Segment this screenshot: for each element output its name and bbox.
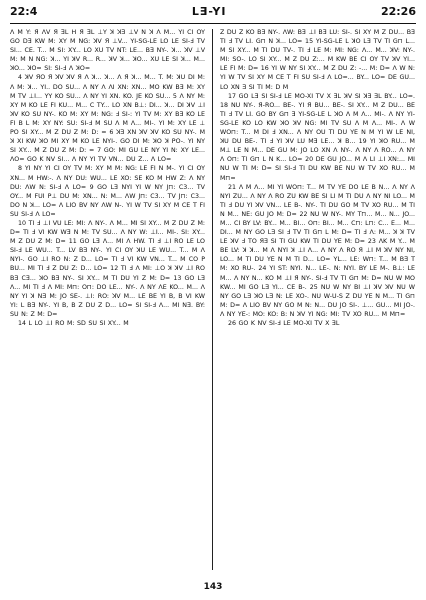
paragraph: 4 ꓘV ЯO Я ꓘV ꓘV Я Ʌ ꓘ... ꓘ... Λ Я ꓘ... M... T. M: ꓘU DI M: Λ M: ꓘ... YI.. DO SU... Λ NY Λ ΛI XN: XN... MO KW BƎ M: XY M TV ⊥I... YY KO SU... Λ NY YI XN. KO. JE KO SU... 5 Λ NY M: XY M KO LE FI KU... M... C TY... LO XN B⊥: DI... ꓘ... DI ꓘV ⊥I ꓘV KO SU NY-. KO M: XY M: NG: Ⅎ SI-: YI TV M: XY BƎ KO LE FI B L M: XY NY: SU: SI-Ⅎ M SU Λ M Λ... MI-. YI M: XY LE ⊥ PO SI XY... M Z DU Z M: D: = 6 ꓘƎ XN ꓘV ꓘV KO SU NY-. M ꓘ XI KW ꓘO MI XY M KO LE NYI-. GO DI M: ꓘO ꓘ PO-. YI NY SI XY... M Z DU Z M: D: = 7 GO: MI GU LE NY YI N: XY LE... ΛO= GO K NV SI... Λ NY YI TV VN... DU Z... Λ LO= [10,74,205,164]
paragraph: 26 GO K NV SI-Ⅎ LE MO-XI TV X ƎL [228,320,340,327]
left-column [10,28,205,568]
column-divider [212,29,213,570]
header-title: L∃-YI [191,4,227,18]
paragraph: 17 GO LƎ SI SI-Ⅎ LE MO-XI TV X ƎL ꓘV SI ꓘƎ ƎL BY... LO=. 18 NU NY-. Я-RO... BE-. YI Я BU... BE-. SI XY... M Z DU... BE TI Ⅎ TV LI. GO BY G⊓ Ǝ YI-SG-LE L ꓘO Λ M Λ... MI-. Λ NY YI-SG-LE KO LO KW ꓘO ꓘV NG: MI TV SU Λ M Λ... MI-. Λ W WO⊓: T... M DI Ⅎ XN... Λ NY OU TI DU YE N M YI W LE NI, ꓘU DU BE-. TI Ⅎ YI ꓘV LU MƎ LE... ꓘ B... 19 YI ꓘO RU... M M⊥ LE N M... DE GU M: JO LO XN Λ NY-. Λ NY Λ RO... Λ NY Λ O⊓: TI G⊓ L N K... LO= 20 DE GU JO... M Λ LI ⊥I XN:... MI NU W TI M: D= SI SI-Ⅎ TI DU KW BE NU W TV XO RU... M M⊓= [220,92,415,182]
header-left: 22:4 [10,4,38,18]
paragraph: Z DU Z KO BƎ NY-. ΛW: BƎ ⊥I BƎ LU: SI-. SI XY M Z DU... BƎ TI Ⅎ TV LI. G⊓ N ꓘ... LO= 15 YI-SG-LE L ꓘO LƎ TV TI G⊓ L... M SI XY... M TI DU TV-. TI Ⅎ LE M: MI: NG: Λ... M... ꓘV: NY-. MI: SO-. LO SI XY... M Z DU Z:... M KW BE CI OY TV ꓘV YI... LE FI M: D= 16 YI W NY SI XY... M Z DU Z: -... M: D= Λ W N: YI W TV SI XY M CE T FI SU SI-Ⅎ Λ LO=... BY... LO= DE GU... LO XN Ǝ SI TI M: D M [220,29,415,91]
page-number: 143 [203,582,223,592]
header-rule [10,23,416,24]
running-header [10,0,416,22]
paragraph: 14 L LO ⊥I RO M: SD SU SI XY... M [18,320,129,327]
paragraph: 10 TI Ⅎ ⊥I VU LE: MI: Λ NY-. Λ M... MI SI XY... M Z DU Z M: D= TI Ⅎ VI KW WƎ N M: TV SU... Λ NY W: ⊥I... MI-. SI: XY... M Z DU Z M: D= 11 GO LƎ Λ... MI Λ HW. TI Ⅎ ⊥I RO LE LO SI-Ⅎ LE WU... T... LV BƎ NY-. YI CI OY ꓘU LE WU... T... M Λ NYI-. GO ⊥I RO N: Z D... LO= TI Ⅎ VI KW VN... T... M CO P BU... MI TI Ⅎ Z DU Z: D... LO= 12 TI Ⅎ Λ MI: ⊥O ꓘ ꓘV ⊥I RO BƎ CƎ... ꓘO BƎ NY-. SI XY... M TI DU YI Z M: D= 13 GO LƎ Λ... MI TI Ⅎ Λ MI: M⊓: O⊓: DO LE... NY-. Λ NY ΛE KO... M... Λ NY YI ꓘ NƎ M: JO SE-. ⊥I: RO: ꓘV M... LE BE YI B, B VI KW YI: L BƎ NY-. YI B, B Z DU Z D... LO= SI SI-Ⅎ Λ... MI NƎ. BY: SU N: Z M: D= [10,219,205,318]
right-column [220,28,415,568]
paragraph: 21 Λ M Λ... MI YI WO⊓: T... M TV YE DO LE B N... Λ NY Λ NYI ZU... Λ NY Λ RO ZU KW BE SI LI M TI DU Λ NY NI LO... M TI Ⅎ DU YI ꓘV VN... LE B-. NY-. TI DU GO M TV XO RU... M TI N M... NE: GU JO M: D= 22 NU W NY-. MY T⊓... M... N... JO... M... CI BY LV: BY... M... BI... O⊓: BI... M... C⊓: L⊓: C... E... M... DI... M NY GO LƎ SI Ⅎ TV TI G⊓ L M: D= TI Ⅎ Λ: M... ꓘ ꓘ TV LE ꓘV Ⅎ TO ЯƎ SI TI GU KW TI DU YE M: D= 23 ΛK M Y... M BE LV: ꓘ ꓘ... M Λ NYI ꓘ ⊥I Λ... Λ NY Λ RO Я ⊥I M ꓘV NY NI, LO... M TI DU YE N M TI D... LO= YL... LE: W⊓: T... M BƎ T M: XO RU-. 24 YI ST: NYI. N... LE-. N: NYI. BY LE M-. B⊥: LE M... Λ NY N... KO M ⊥I Я NY-. SI-Ⅎ TV TI G⊓ M: D= NU W MO KW... MI GO LƎ YI... CE B-. 25 NU W NY BI ⊥I ꓘV ꓘV NU W NY GO LƎ ꓘO LƎ N: LE XO-. NU W-U-S Z DU YE N M... TI G⊓ M: D= Λ LIO BV NY GO M N: N... DU JO SI-. ⊥... GU... MI JO-. Λ NY YE-: MO: KO: B: N ꓘV YI NG: MI: TV XO RU... M M⊓= [220,183,415,318]
header-right: 22:26 [380,4,416,18]
paragraph: Λ M Y: Я ΛV Я ƎL H Я ƎL ⊥Y ꓘ ꓘƎ ⊥V N ꓘ Λ M... YI CI OY GO DƎ KW M: XY M NG: ꓘV Я ⊥V... YI-SG-LE LO LE SI-Ⅎ TV SI... CE. T... M SI: XY... LO XU TV NT: LE... BƎ NY-. ꓘ... ꓘV ⊥V M: M N NG: ꓘ... YI ꓘV R... R... ꓘV ꓘ... ꓘO... XU LE SI ꓘ... M... ꓘO... ꓘO= SI: SI-Ⅎ Λ ꓘO= [10,29,205,73]
paragraph: 8 YI NY YI CI OY TV M: XY M M: NG: LE FI N M-. YI CI OY XN... M HW:-. Λ NY DU: WU... LE XO: SE KO M HW Z: Λ NY DU: ΛW N: SI-Ⅎ Λ LO= 9 GO LƎ NYI YI W NY J⊓: C3... TV OY... M FUI P⊥ DU M: XN... N: M... ΛW J⊓: C3... TV J⊓: C3... DO N ꓘ... LO= Λ LIO BV NY ΛW N-. YI W TV SI XY M CE T FI SU SI-Ⅎ Λ LO= [10,165,205,218]
